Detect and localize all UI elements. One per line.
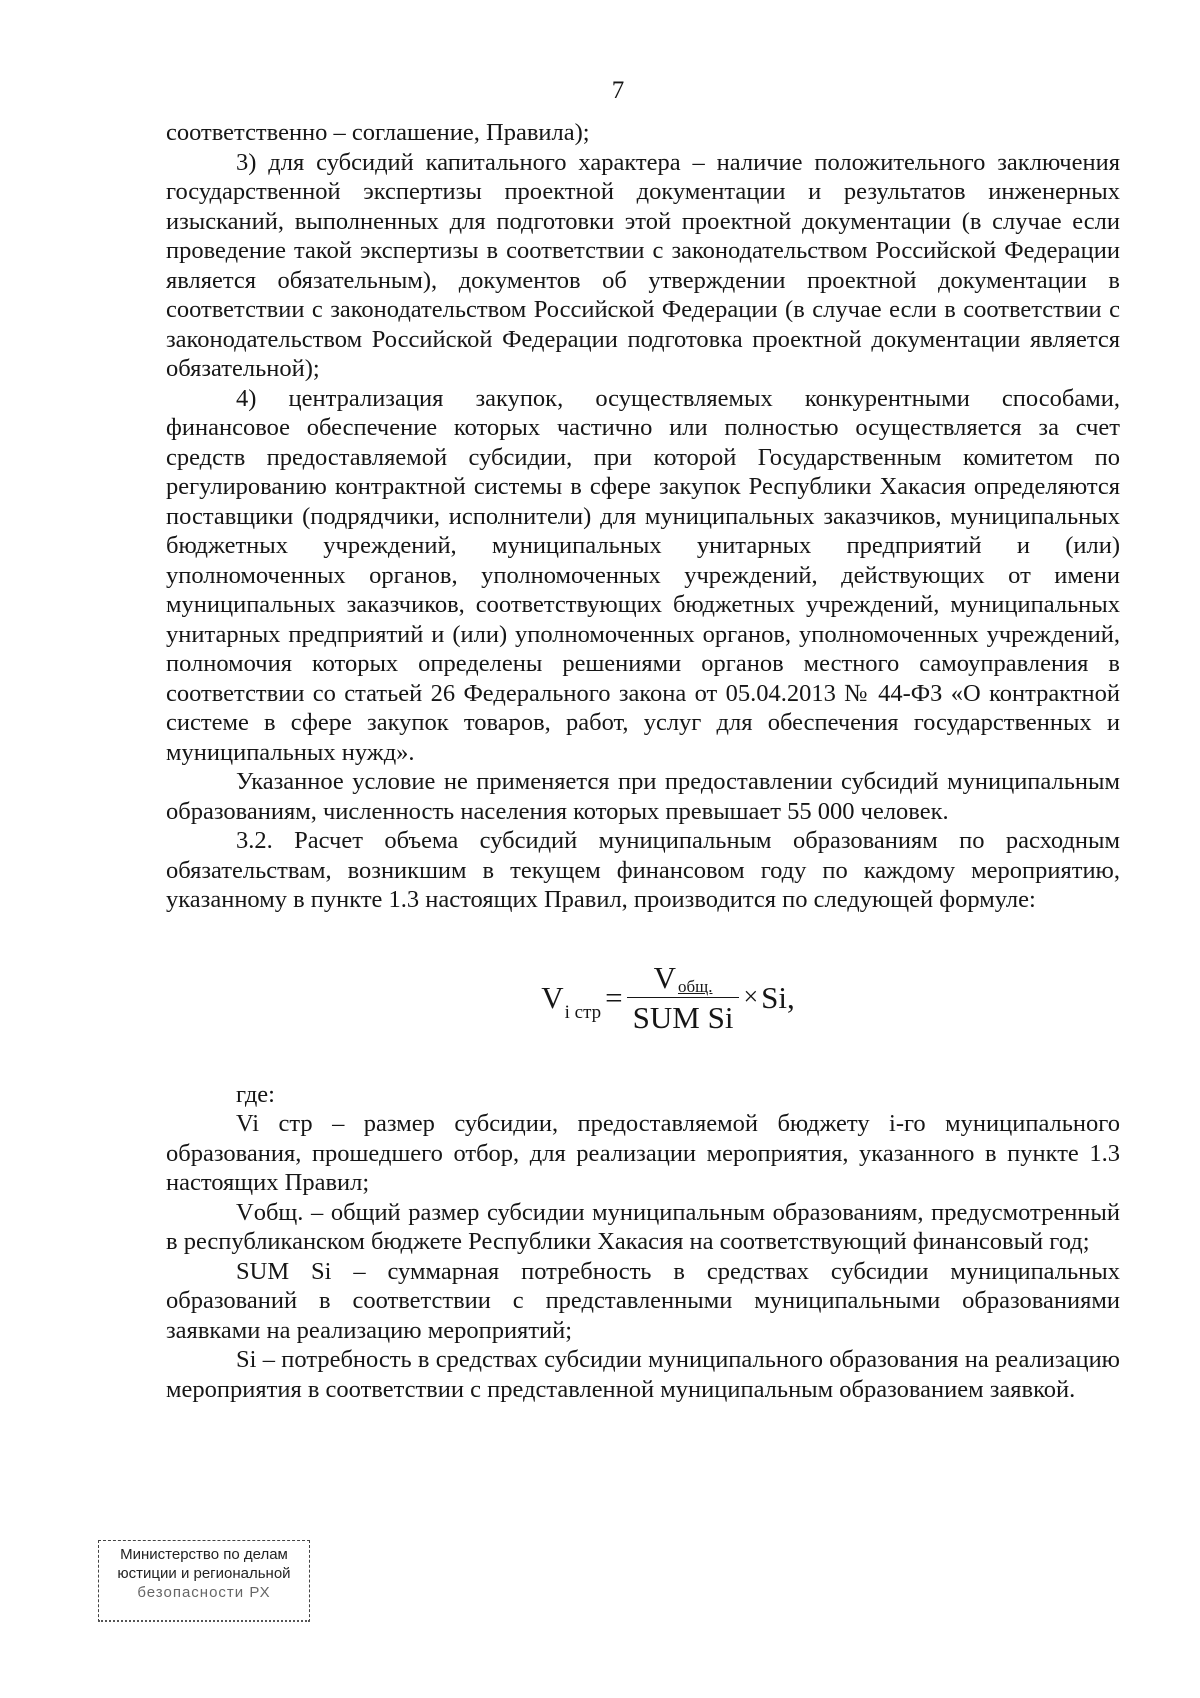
paragraph-continuation: соответственно – соглашение, Правила); <box>166 119 590 146</box>
definition-si: Si – потребность в средствах субсидии муниципального образования на реализацию мероприятия в соответствии с представленной муниципальным образованием заявкой. <box>166 1346 1120 1403</box>
formula-lhs-subscript: i стр <box>564 1001 602 1023</box>
definition-sum-si: SUM Si – суммарная потребность в средствах субсидии муниципальных образований в соответствии с представленными муниципальными образованиями заявками на реализацию мероприятий; <box>166 1257 1120 1344</box>
formula-equals: = <box>605 979 623 1015</box>
paragraph-item-3: 3) для субсидий капитального характера – наличие положительного заключения государственной экспертизы проектной документации и результатов инженерных изысканий, выполненных для подготовки этой проектной документации (в случае если проведение такой экспертизы в соответствии с законодательством Российской Федерации является обязательным), документов об утверждении проектной документации в соответствии с законодательством Российской Федерации (в случае если в соответствии с законодательством Российской Федерации подготовка проектной документации является обязательной); <box>166 148 1120 382</box>
formula-numerator-subscript: общ. <box>677 976 713 996</box>
stamp-line-3: безопасности РХ <box>137 1584 271 1601</box>
paragraph-exception: Указанное условие не применяется при предоставлении субсидий муниципальным образованиям, численность населения которых превышает 55 000 человек. <box>166 768 1120 825</box>
paragraph-3-2: 3.2. Расчет объема субсидий муниципальным образованиям по расходным обязательствам, возникшим в текущем финансовом году по каждому мероприятию, указанному в пункте 1.3 настоящих Правил, производится по следующей формуле: <box>166 827 1120 913</box>
formula-lhs: V i стр <box>541 979 602 1023</box>
stamp-line-1: Министерство по делам <box>120 1546 288 1563</box>
definition-v-obshch: Vобщ. – общий размер субсидии муниципальным образованиям, предусмотренный в республиканском бюджете Республики Хакасия на соответствующий финансовый год; <box>166 1198 1120 1255</box>
stamp-line-2: юстиции и региональной <box>117 1565 291 1582</box>
ministry-stamp <box>98 1540 310 1622</box>
paragraph-where: где: <box>236 1080 275 1108</box>
document-body <box>166 118 1120 1404</box>
formula-fraction <box>627 959 740 1035</box>
formula-rhs: Si, <box>761 979 795 1015</box>
subsidy-formula <box>166 915 1120 1080</box>
formula-denominator: SUM Si <box>632 999 734 1035</box>
definition-vi-str: Vi стр – размер субсидии, предоставляемой бюджету i-го муниципального образования, прошедшего отбор, для реализации мероприятия, указанного в пункте 1.3 настоящих Правил; <box>166 1110 1120 1196</box>
paragraph-item-4: 4) централизация закупок, осуществляемых конкурентными способами, финансовое обеспечение которых частично или полностью осуществляется за счет средств предоставляемой субсидии, при которой Государственным комитетом по регулированию контрактной системы в сфере закупок Республики Хакасия определяются поставщики (подрядчики, исполнители) для муниципальных заказчиков, муниципальных бюджетных учреждений, муниципальных унитарных предприятий и (или) уполномоченных органов, уполномоченных учреждений, действующих от имени муниципальных заказчиков, соответствующих бюджетных учреждений, муниципальных унитарных предприятий и (или) уполномоченных органов, уполномоченных учреждений, полномочия которых определены решениями органов местного самоуправления в соответствии со статьей 26 Федерального закона от 05.04.2013 № 44-ФЗ «О контрактной системе в сфере закупок товаров, работ, услуг для обеспечения государственных и муниципальных нужд». <box>166 384 1120 766</box>
formula-numerator: V общ. <box>653 959 713 996</box>
formula-times: × <box>743 982 759 1011</box>
page-number: 7 <box>611 77 625 104</box>
